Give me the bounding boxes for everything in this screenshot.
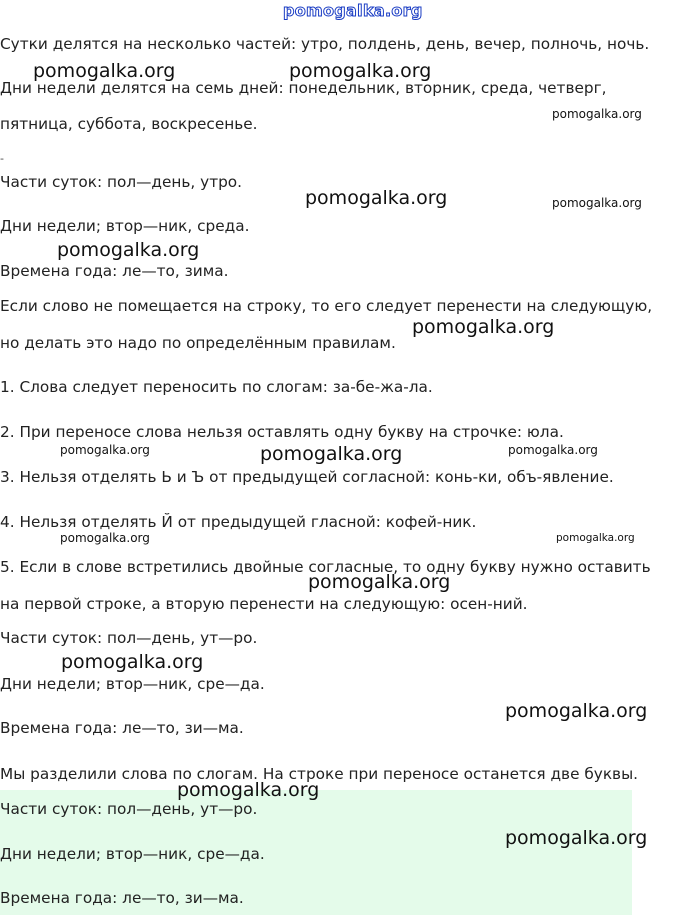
watermark: pomogalka.org xyxy=(505,700,648,722)
rule-item: 2. При переносе слова нельзя оставлять одну букву на строчке: юла. xyxy=(0,423,564,441)
rules-intro-line: но делать это надо по определённым правилам. xyxy=(0,334,396,352)
task-line: Дни недели делятся на семь дней: понедельник, вторник, среда, четверг, xyxy=(0,79,607,97)
answer-line: Дни недели; втор—ник, сре—да. xyxy=(0,845,265,863)
answer-line: Части суток: пол—день, ут—ро. xyxy=(0,800,258,818)
watermark: pomogalka.org xyxy=(412,316,555,338)
task-line: Времена года: ле—то, зима. xyxy=(0,262,229,280)
conclusion-line: Мы разделили слова по слогам. На строке при переносе останется две буквы. xyxy=(0,765,639,783)
corrected-line: Времена года: ле—то, зи—ма. xyxy=(0,719,244,737)
watermark: pomogalka.org xyxy=(60,443,150,457)
rule-item: 3. Нельзя отделять Ь и Ъ от предыдущей согласной: конь-ки, объ-явление. xyxy=(0,468,614,486)
corrected-line: Дни недели; втор—ник, сре—да. xyxy=(0,675,265,693)
task-dash: - xyxy=(0,152,4,165)
watermark: pomogalka.org xyxy=(305,187,448,209)
watermark: pomogalka.org xyxy=(505,827,648,849)
rule-item: 5. Если в слове встретились двойные согласные, то одну букву нужно оставить xyxy=(0,558,651,576)
rule-item: 4. Нельзя отделять Й от предыдущей гласной: кофей-ник. xyxy=(0,513,477,531)
task-line: Дни недели; втор—ник, среда. xyxy=(0,217,250,235)
watermark: pomogalka.org xyxy=(308,571,451,593)
task-line: Части суток: пол—день, утро. xyxy=(0,173,243,191)
watermark: pomogalka.org xyxy=(508,443,598,457)
watermark: pomogalka.org xyxy=(33,60,176,82)
header-watermark: pomogalka.org xyxy=(283,1,423,20)
watermark: pomogalka.org xyxy=(60,531,150,545)
watermark: pomogalka.org xyxy=(61,651,204,673)
rule-item: на первой строке, а вторую перенести на следующую: осен-ний. xyxy=(0,595,528,613)
watermark: pomogalka.org xyxy=(177,779,320,801)
watermark: pomogalka.org xyxy=(57,239,200,261)
watermark: pomogalka.org xyxy=(556,532,635,544)
watermark: pomogalka.org xyxy=(552,107,642,121)
rules-intro-line: Если слово не помещается на строку, то его следует перенести на следующую, xyxy=(0,297,653,315)
corrected-line: Части суток: пол—день, ут—ро. xyxy=(0,629,258,647)
watermark: pomogalka.org xyxy=(289,60,432,82)
task-line: Сутки делятся на несколько частей: утро, полдень, день, вечер, полночь, ночь. xyxy=(0,35,650,53)
answer-line: Времена года: ле—то, зи—ма. xyxy=(0,889,244,907)
watermark: pomogalka.org xyxy=(260,443,403,465)
task-line: пятница, суббота, воскресенье. xyxy=(0,115,258,133)
watermark: pomogalka.org xyxy=(552,196,642,210)
rule-item: 1. Слова следует переносить по слогам: за-бе-жа-ла. xyxy=(0,378,433,396)
